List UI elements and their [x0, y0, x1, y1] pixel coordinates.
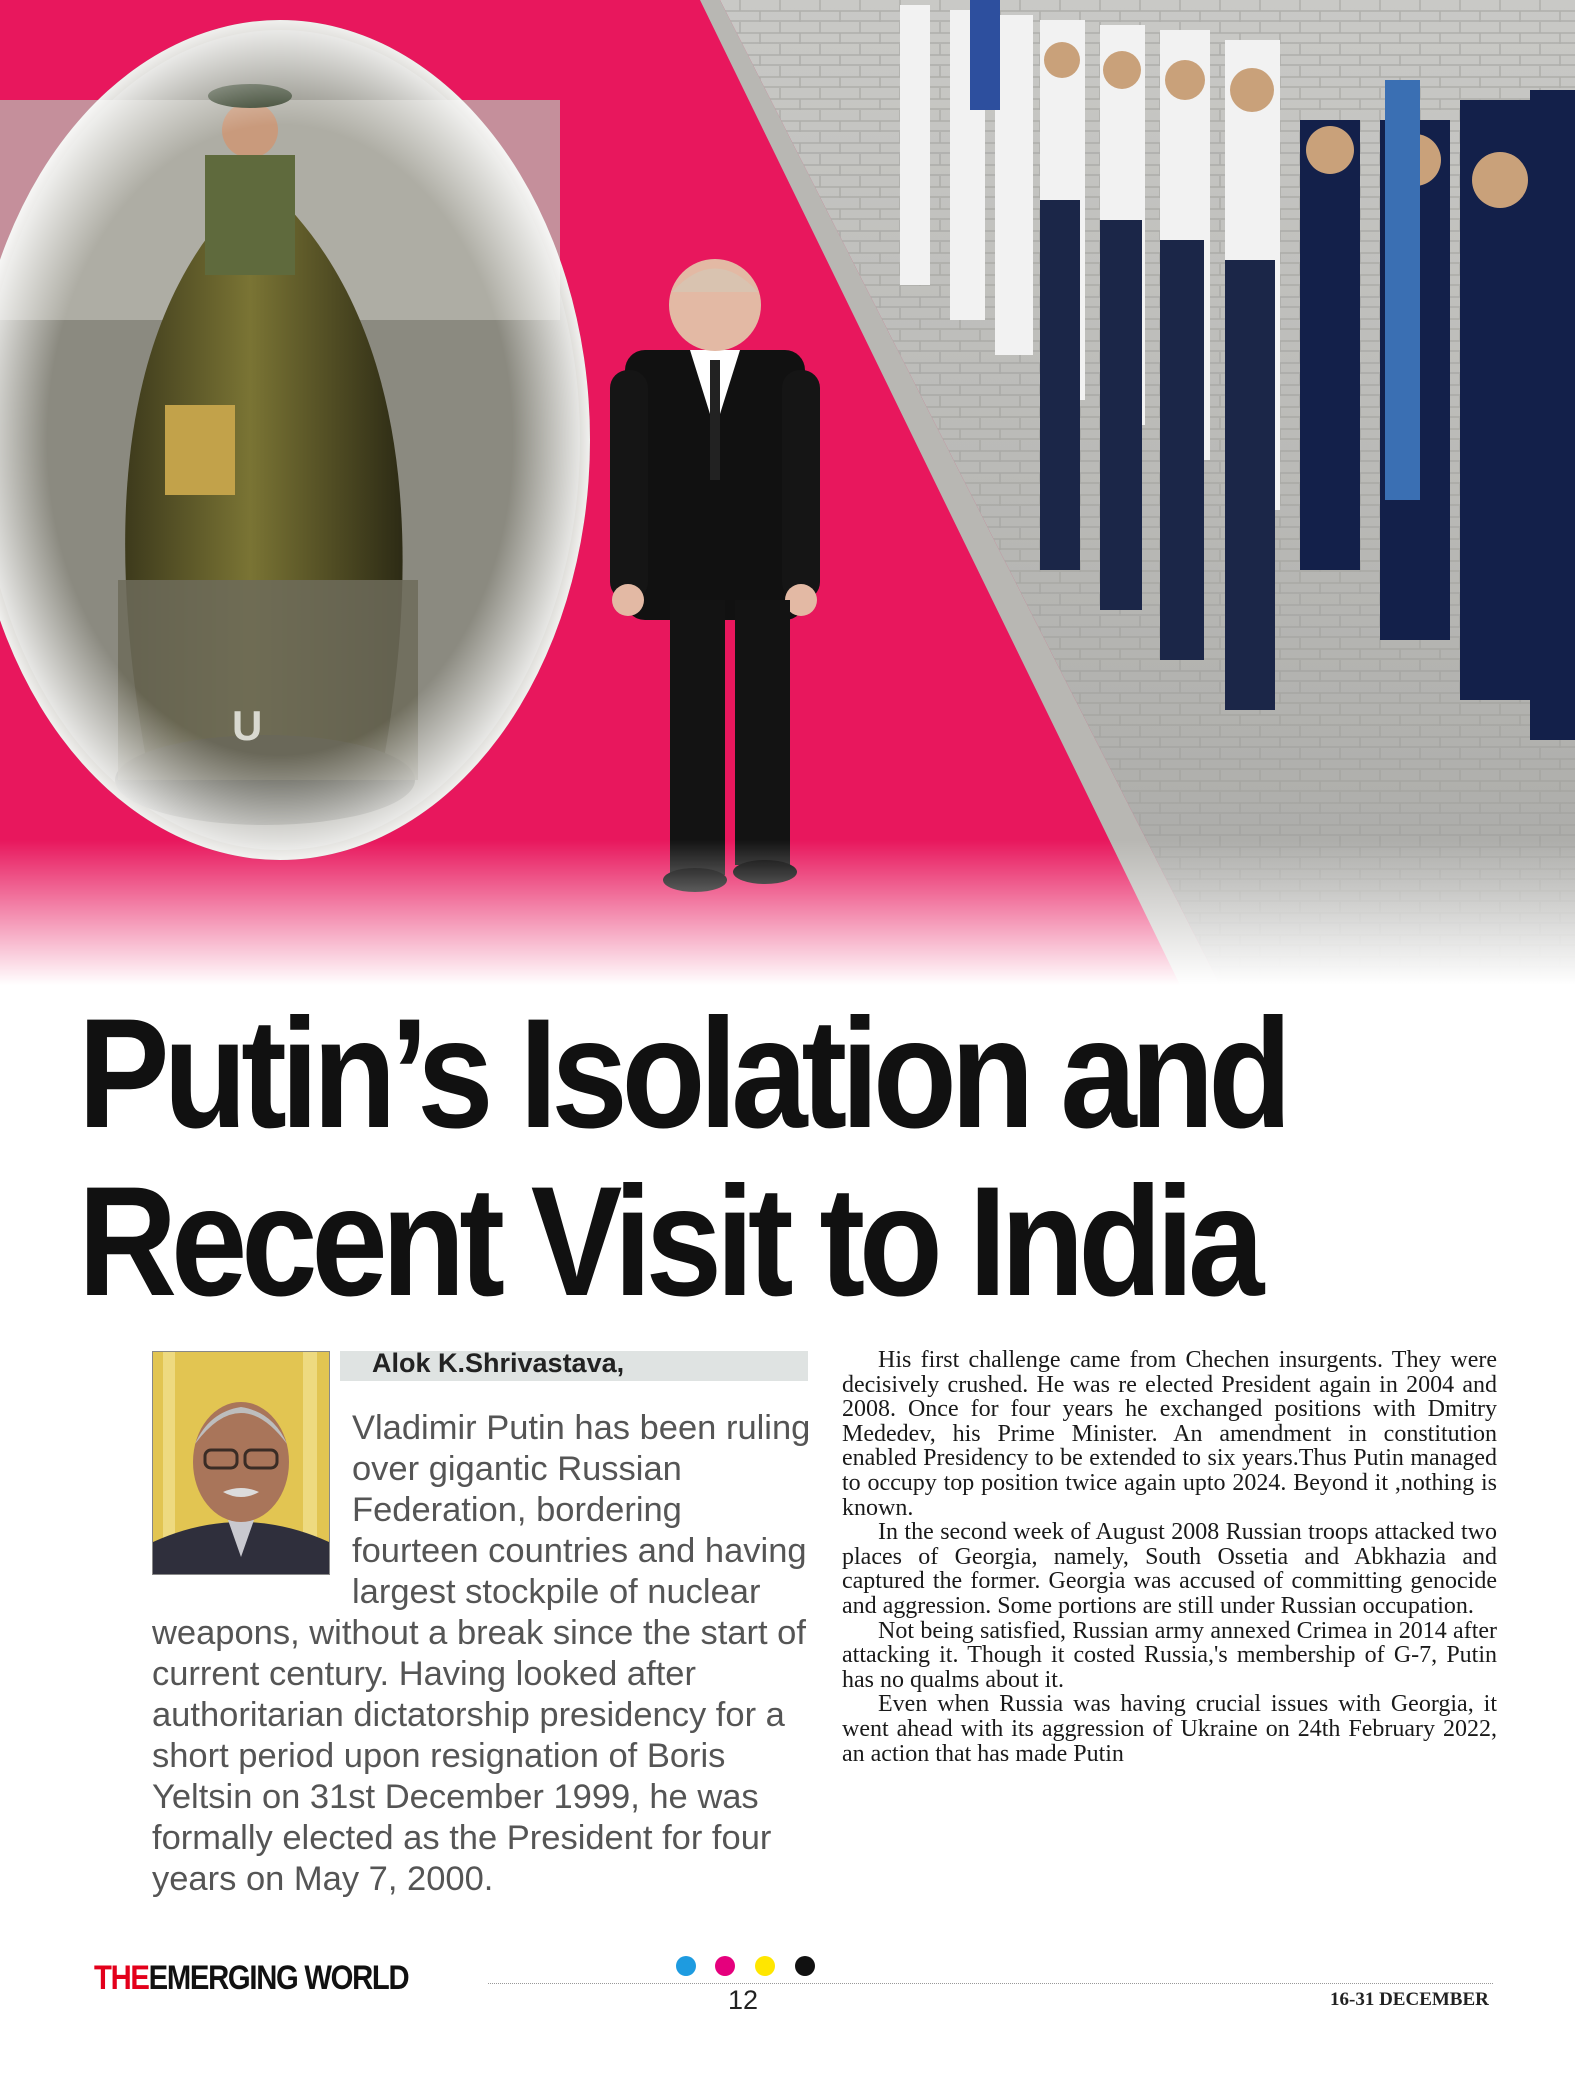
registration-mark-cyan [676, 1956, 696, 1976]
body-paragraph: In the second week of August 2008 Russian troops attacked two places of Georgia, namely, South Ossetia and Abkhazia and captured the former. Georgia was accused of committing genocide and aggression. Some portions are still under Russian occupation. [842, 1519, 1497, 1619]
author-byline: Alok K.Shrivastava, [372, 1348, 625, 1378]
footer-rule [488, 1983, 1493, 1984]
registration-mark-black [795, 1956, 815, 1976]
brand-the: THE [94, 1959, 149, 1997]
registration-mark-magenta [715, 1956, 735, 1976]
page-title [78, 987, 1328, 1329]
headline-line-1: Putin’s Isolation and [78, 987, 1286, 1161]
intro-text: Vladimir Putin has been ruling over gigantic Russian Federation, bordering fourteen countries and having largest stockpile of nuclear weapons, without a break since the start of current century. Having looked after authoritarian dictatorship presidency for a short period upon resignation of Boris Yeltsin on 31st December 1999, he was formally elected as the President for four years on May 7, 2000. [152, 1409, 811, 1898]
body-paragraph: Not being satisfied, Russian army annexed Crimea in 2014 after attacking it. Though it costed Russia,'s membership of G-7, Putin has no qualms about it. [842, 1617, 1497, 1693]
hero-photo [0, 0, 1575, 985]
brand-name: EMERGING WORLD [148, 1959, 409, 1997]
article-intro [152, 1408, 817, 1900]
headline-line-2: Recent Visit to India [78, 1155, 1259, 1329]
issue-date: 16-31 DECEMBER [1330, 1989, 1489, 2010]
article-body [842, 1348, 1497, 1766]
page-number: 12 [728, 1985, 759, 2015]
publication-logo [94, 1959, 408, 1998]
body-paragraph: Even when Russia was having crucial issues with Georgia, it went ahead with its aggression of Ukraine on 24th February 2022, an action that has made Putin [842, 1691, 1497, 1767]
body-paragraph: His first challenge came from Chechen insurgents. They were decisively crushed. He was re elected President again in 2004 and 2008. Once for four years he exchanged positions with Dmitry Mededev, his Prime Minister. An amendment in constitution enabled Presidency to be extended to six years.Thus Putin managed to occupy top position twice again upto 2024. Beyond it ,nothing is known. [842, 1347, 1497, 1521]
registration-mark-yellow [755, 1956, 775, 1976]
